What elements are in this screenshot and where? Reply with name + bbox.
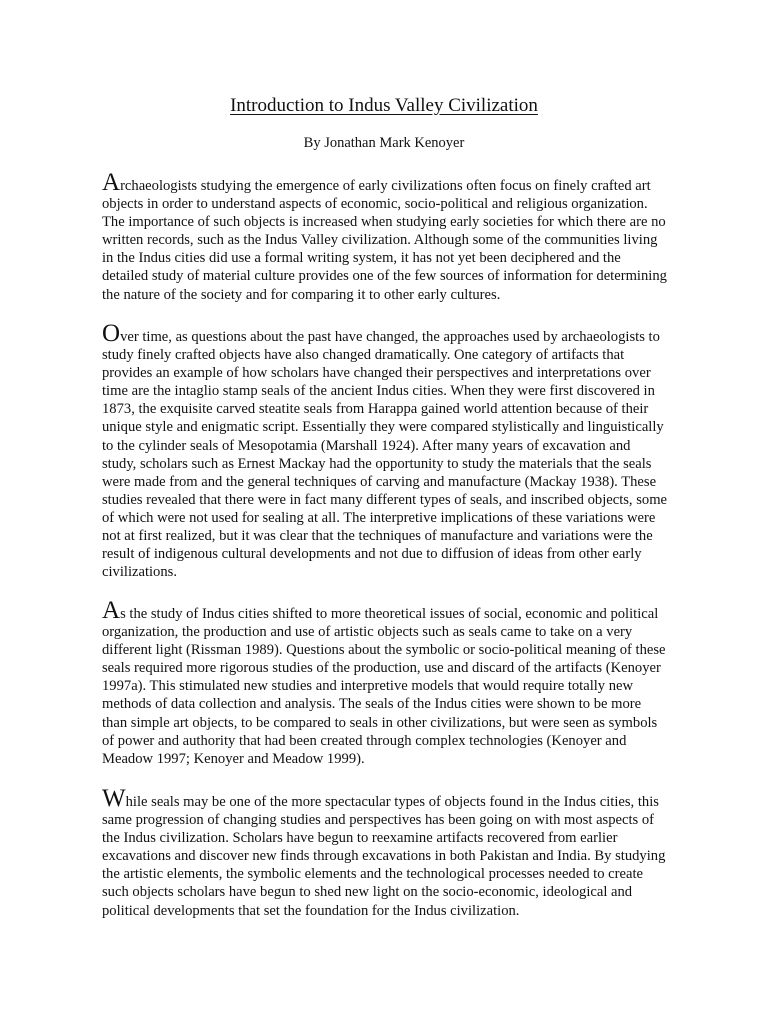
paragraph-2 [102, 320, 668, 581]
paragraph-initial: A [102, 597, 121, 624]
paragraph-1 [102, 169, 668, 304]
paragraph-initial: A [102, 169, 121, 196]
paragraph-initial: W [102, 785, 126, 812]
author-byline: By Jonathan Mark Kenoyer [303, 135, 465, 151]
paragraph-text: s the study of Indus cities shifted to more theoretical issues of social, economic and political organization, the production and use of artistic objects such as seals came to take on a very different light (Rissman 1989). Questions about the symbolic or socio-political meaning of these seals required more rigorous studies of the production, use and discard of the artifacts (Kenoyer 1997a). This stimulated new studies and interpretive models that would require totally new methods of data collection and analysis. The seals of the Indus cities were shown to be more than simple art objects, to be compared to seals in other civilizations, but were seen as symbols of power and authority that had been created through complex technologies (Kenoyer and Meadow 1997; Kenoyer and Meadow 1999). [102, 606, 666, 767]
paragraph-text: rchaeologists studying the emergence of early civilizations often focus on finely crafted art objects in order to understand aspects of economic, socio-political and religious organization. The importance of such objects is increased when studying early societies for which there are no written records, such as the Indus Valley civilization. Although some of the communities living in the Indus cities did use a formal writing system, it has not yet been deciphered and the detailed study of material culture provides one of the few sources of information for determining the nature of the society and for comparing it to other early cultures. [102, 178, 667, 303]
paragraph-3 [102, 597, 668, 768]
paragraph-initial: O [102, 320, 121, 347]
document-title: Introduction to Indus Valley Civilization [230, 95, 538, 116]
paragraph-text: hile seals may be one of the more spectacular types of objects found in the Indus cities, this same progression of changing studies and perspectives has been going on with most aspects of the Indus civilization. Scholars have begun to reexamine artifacts recovered from earlier excavations and discover new finds through excavations in both Pakistan and India. By studying the artistic elements, the symbolic elements and the technological processes needed to create such objects scholars have begun to shed new light on the socio-economic, ideological and political developments that set the foundation for the Indus civilization. [102, 794, 666, 919]
paragraph-4 [102, 785, 668, 920]
paragraph-text: ver time, as questions about the past have changed, the approaches used by archaeologists to study finely crafted objects have also changed dramatically. One category of artifacts that provides an example of how scholars have changed their perspectives and interpretations over time are the intaglio stamp seals of the ancient Indus cities. When they were first discovered in 1873, the exquisite carved steatite seals from Harappa gained world attention because of their unique style and enigmatic script. Essentially they were compared stylistically and linguistically to the cylinder seals of Mesopotamia (Marshall 1924). After many years of excavation and study, scholars such as Ernest Mackay had the opportunity to study the materials that the seals were made from and the general techniques of carving and manufacture (Mackay 1938). These studies revealed that there were in fact many different types of seals, and inscribed objects, some of which were not used for sealing at all. The interpretive implications of these variations were not at first realized, but it was clear that the techniques of manufacture and variations were the result of indigenous cultural developments and not due to diffusion of ideas from other early civilizations. [102, 329, 668, 581]
